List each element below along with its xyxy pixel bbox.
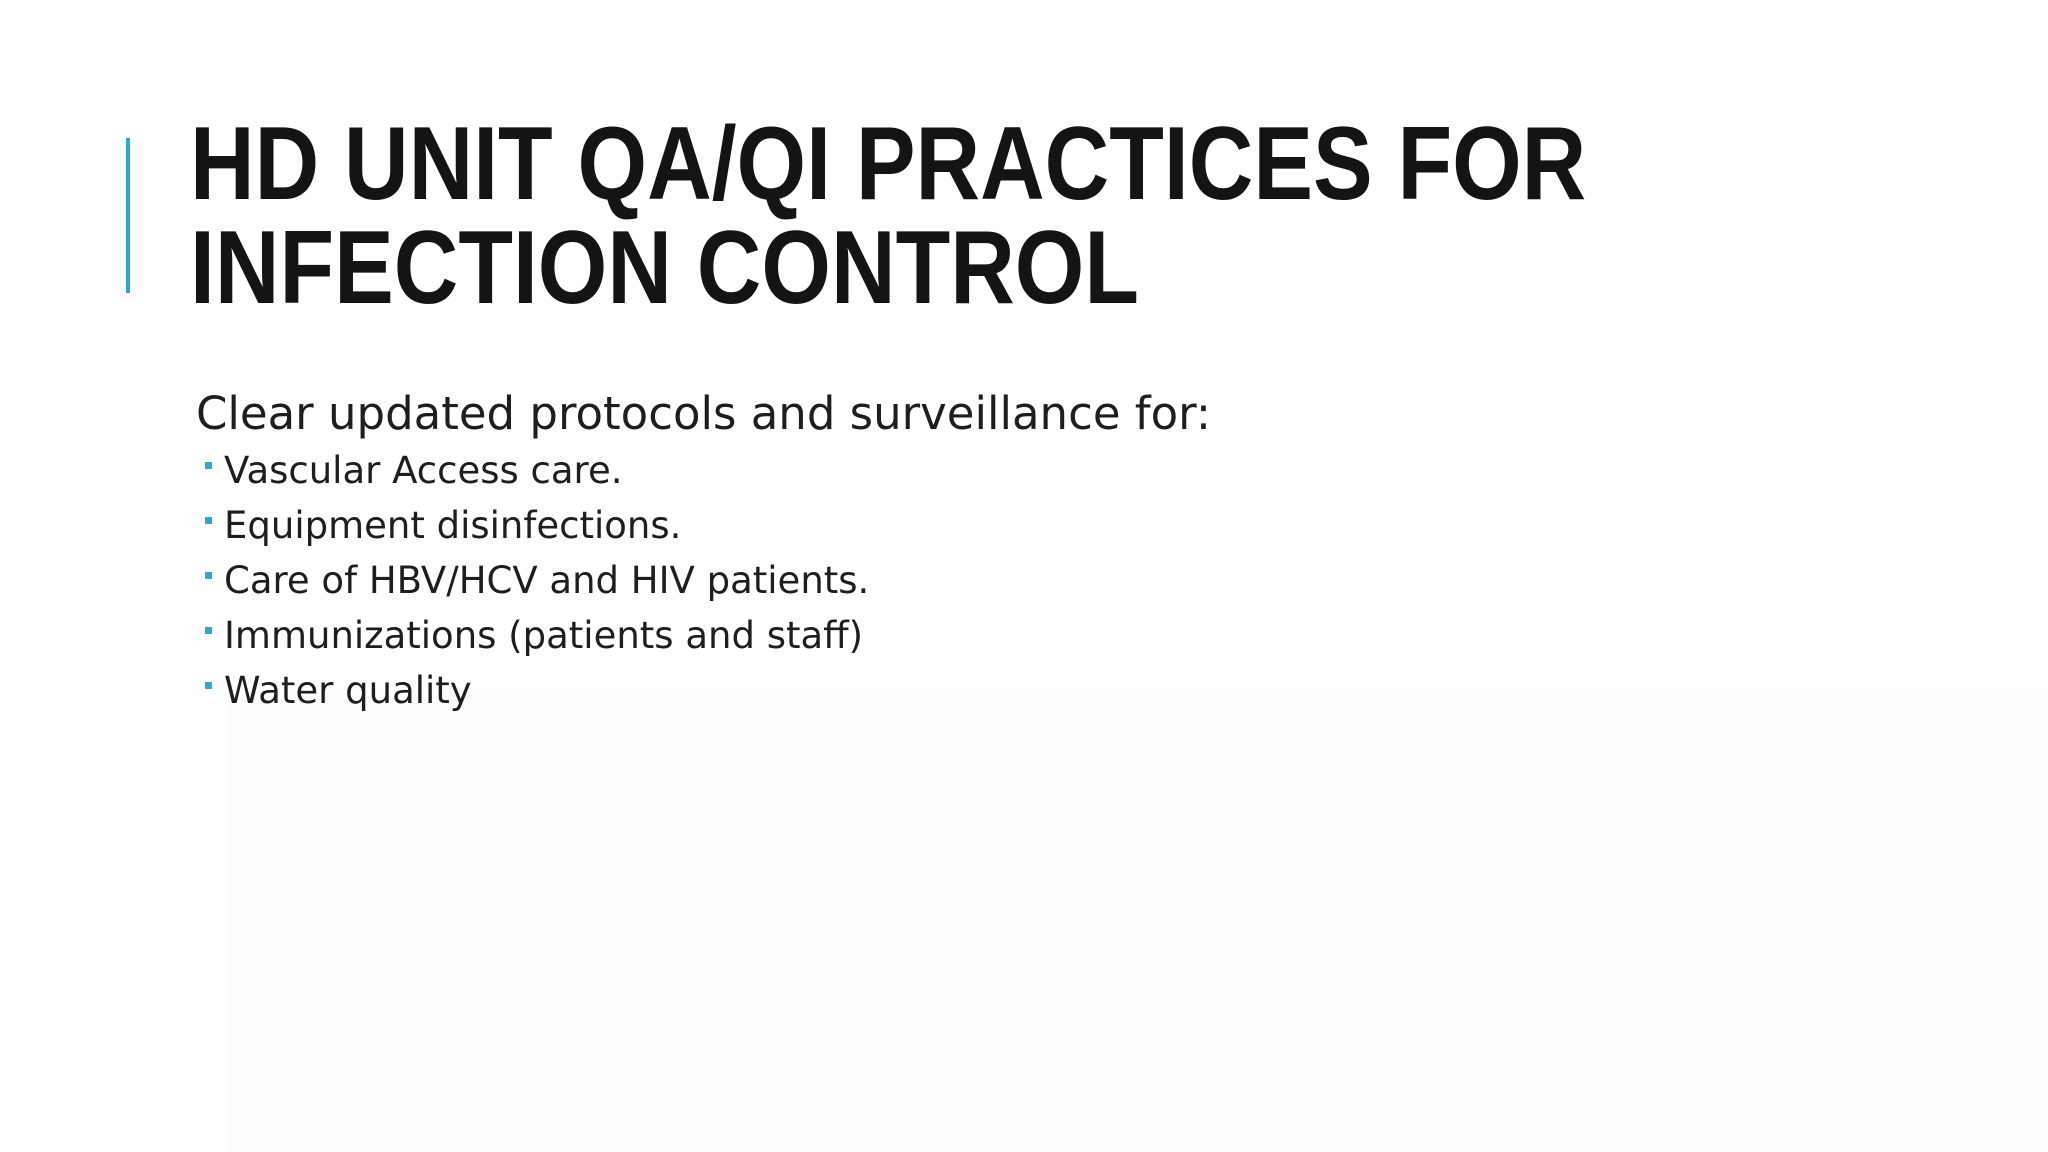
bullet-list [196,443,869,718]
list-item [196,553,869,608]
list-item [196,663,869,718]
list-item [196,608,869,663]
lead-text: Clear updated protocols and surveillance for: [196,387,1212,440]
list-item [196,498,869,553]
bullet-text: Vascular Access care. [224,449,623,492]
list-item [196,443,869,498]
title-accent-bar [126,138,130,293]
square-bullet-icon [205,682,212,689]
content-panel [228,690,2048,1152]
square-bullet-icon [205,517,212,524]
title-line-2: INFECTION CONTROL [190,210,1139,326]
slide-title [190,106,1704,326]
title-line-1: HD UNIT QA/QI PRACTICES FOR [190,106,1587,222]
square-bullet-icon [205,462,212,469]
square-bullet-icon [205,627,212,634]
bullet-text: Equipment disinfections. [224,504,682,547]
bullet-text: Care of HBV/HCV and HIV patients. [224,559,870,602]
bullet-text: Immunizations (patients and staff) [224,614,864,657]
square-bullet-icon [205,572,212,579]
bullet-text: Water quality [224,669,472,712]
